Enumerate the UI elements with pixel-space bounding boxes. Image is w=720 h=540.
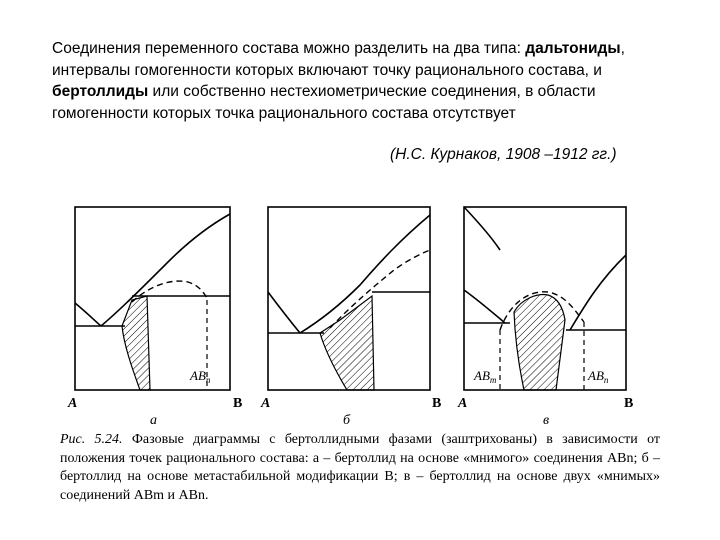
axis-label-left: A (68, 396, 78, 411)
intro-part-2: , интервалы гомогенности которых включают точку рационального состава, и (52, 40, 625, 79)
compound-label-n: $AB_n$ (588, 368, 609, 385)
upper-liquidus (464, 207, 500, 250)
phase-diagram-b (260, 207, 441, 428)
liquidus-right (570, 255, 626, 330)
compound-label: $AB_n$ (190, 368, 211, 385)
axis-label-right: B (233, 396, 243, 411)
term-berthollides: бертоллиды (52, 83, 149, 100)
axis-label-right: B (624, 396, 634, 411)
axis-label-right: B (432, 396, 442, 411)
panel-label: а (150, 413, 157, 428)
attribution: (Н.С. Курнаков, 1908 –1912 гг.) (390, 146, 617, 163)
phase-diagram-a (67, 207, 242, 428)
caption-figure-number: Рис. 5.24. (60, 432, 123, 447)
hatched-berthollide-region (514, 295, 565, 390)
panel-label: б (343, 413, 351, 428)
liquidus-right (101, 214, 230, 326)
liquidus-left (464, 290, 505, 323)
intro-part-1: Соединения переменного состава можно разделить на два типа: (52, 40, 526, 57)
compound-label-m: $AB_m$ (474, 368, 497, 385)
diagram-frame (75, 207, 230, 390)
caption-paragraph (60, 431, 660, 505)
axis-label-left: A (261, 396, 271, 411)
figure-caption (60, 431, 660, 505)
intro-part-3: или собственно нестехиометрические соединения, в области гомогенности которых точка рационального состава отсутствует (52, 83, 596, 122)
phase-diagram-c (457, 207, 633, 428)
panel-label: в (543, 413, 550, 428)
liquidus-left (268, 292, 300, 333)
liquidus-left (75, 303, 101, 326)
caption-text: Фазовые диаграммы с бертоллидными фазами (заштрихованы) в зависимости от положения точек рационального состава: а – бертоллид на основе «мнимого» соединения ABn; б – бертоллид на основе метастабильной модификации B; в – бертоллид на основе двух «мнимых» соединений ABm и ABn. (60, 432, 660, 503)
term-daltonides: дальтониды (525, 40, 621, 57)
axis-label-left: A (458, 396, 468, 411)
hatched-berthollide-region (122, 296, 150, 390)
